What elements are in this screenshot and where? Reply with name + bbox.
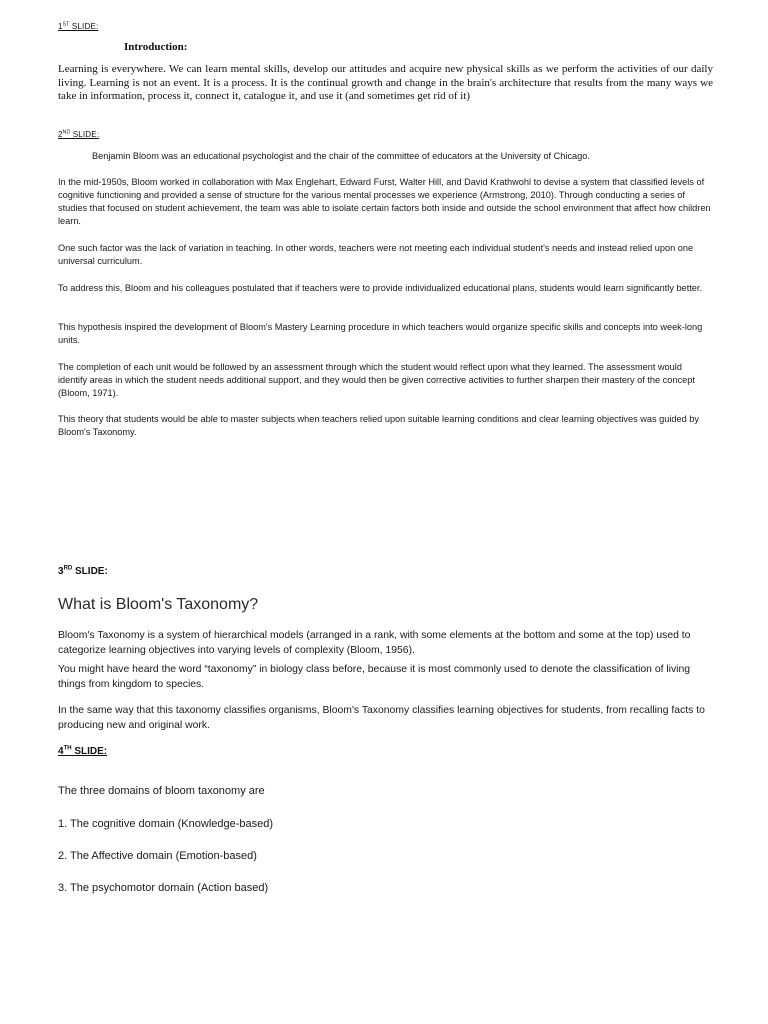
slide-3-paragraph-1: Bloom's Taxonomy is a system of hierarchical models (arranged in a rank, with some elements at the bottom and some at the top) used to categorize learning objectives into varying levels of complexity (Bloom, 1956). [58,630,691,656]
slide-2-paragraph-6: The completion of each unit would be followed by an assessment through which the student would reflect upon what they learned. The assessment would identify areas in which the student needs additional support, and they would then be given corrective activities to further sharpen their mastery of the concept (Bloom, 1971). [58,362,695,398]
domains-intro: The three domains of bloom taxonomy are [58,785,265,797]
slide-1-label: 1ST SLIDE: [58,21,99,31]
list-item: 1. The cognitive domain (Knowledge-based) [58,818,274,830]
introduction-paragraph: Learning is everywhere. We can learn mental skills, develop our attitudes and acquire new physical skills as we perform the activities of our daily living. Learning is not an event. It is a process. It is the continual growth and change in the brain's architecture that results from the many ways we take in information, process it, connect it, catalogue it, and use it (and sometimes get rid of it) [58,63,713,102]
slide-3-paragraph-2: You might have heard the word “taxonomy” in biology class before, because it is most commonly used to denote the classification of living things from kingdom to species. [58,664,691,690]
slide-2-paragraph-1: Benjamin Bloom was an educational psychologist and the chair of the committee of educators at the University of Chicago. [92,151,590,161]
list-item: 2. The Affective domain (Emotion-based) [58,850,257,862]
slide-3-label: 3RD SLIDE: [58,565,108,577]
slide-2-label: 2ND SLIDE: [58,129,100,139]
blooms-taxonomy-heading: What is Bloom's Taxonomy? [58,596,259,613]
slide-3-paragraph-3: In the same way that this taxonomy classifies organisms, Bloom's Taxonomy classifies learning objectives for students, from recalling facts to producing new and original work. [58,705,705,731]
slide-4-label: 4TH SLIDE: [58,745,108,757]
slide-2-paragraph-4: To address this, Bloom and his colleagues postulated that if teachers were to provide individualized educational plans, students would learn significantly better. [58,283,703,293]
list-item: 3. The psychomotor domain (Action based) [58,882,269,894]
slide-2-paragraph-2: In the mid-1950s, Bloom worked in collaboration with Max Englehart, Edward Furst, Walter Hill, and David Krathwohl to devise a system that classified levels of cognitive functioning and provided a sense of structure for the various mental processes we experience (Armstrong, 2010). Through conducting a series of studies that focused on student achievement, the team was able to isolate certain factors both inside and outside the school environment that affect how children learn. [58,177,711,226]
slide-2-paragraph-3: One such factor was the lack of variation in teaching. In other words, teachers were not meeting each individual student's needs and instead relied upon one universal curriculum. [58,243,694,266]
slide-2-paragraph-5: This hypothesis inspired the development of Bloom's Mastery Learning procedure in which teachers would organize specific skills and concepts into week-long units. [58,322,703,345]
introduction-heading: Introduction: [124,41,188,53]
slide-2-paragraph-7: This theory that students would be able to master subjects when teachers relied upon suitable learning conditions and clear learning objectives was guided by Bloom's Taxonomy. [58,414,699,437]
